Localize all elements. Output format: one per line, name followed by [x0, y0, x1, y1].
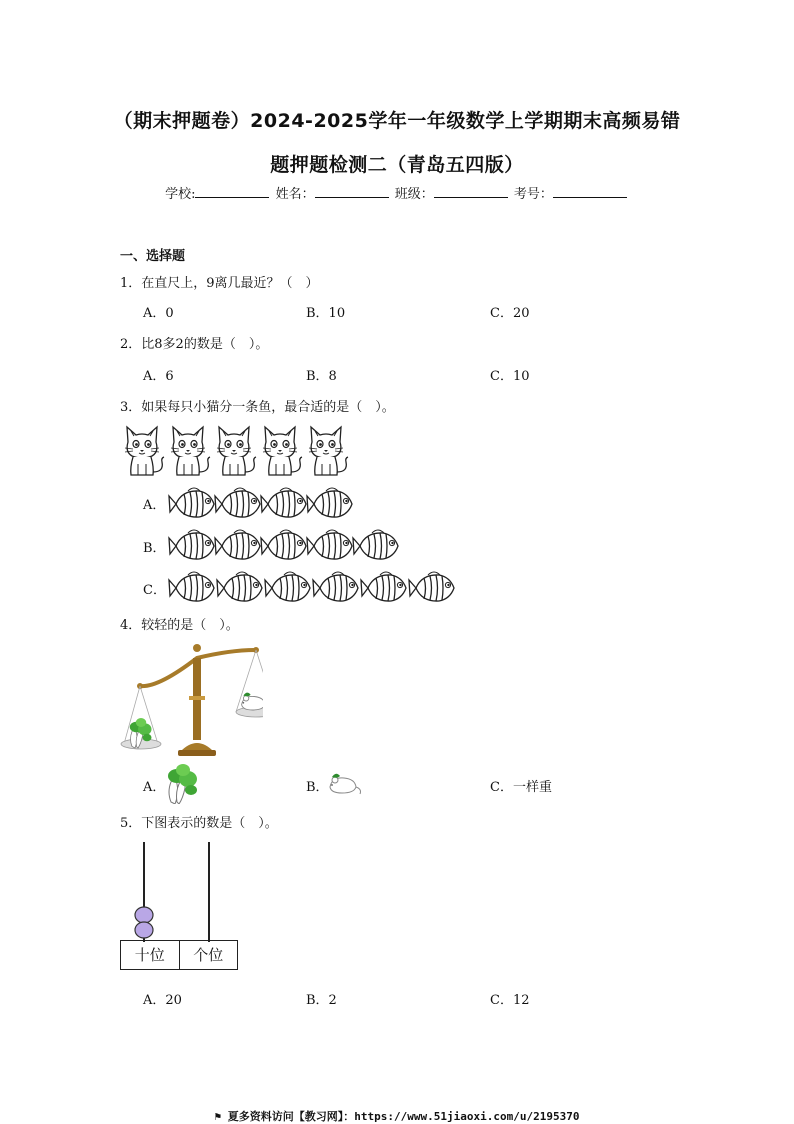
question-4: 4．较轻的是（ ）。 [120, 618, 239, 633]
q3-option-c[interactable]: C． [143, 583, 166, 598]
abacus-icon [120, 838, 240, 942]
exam-title-line2: 题押题检测二（青岛五四版） [270, 154, 524, 176]
fish-icon [169, 488, 214, 517]
fish-icon [307, 488, 352, 517]
fish-icon [307, 530, 352, 559]
q4-option-a[interactable]: A． [143, 780, 166, 795]
fish-icon [409, 572, 454, 601]
exam-no-blank[interactable] [553, 185, 627, 198]
q3-option-b[interactable]: B． [143, 541, 166, 556]
cats-row [120, 420, 360, 480]
fish-row-a [168, 485, 358, 521]
fish-icon [265, 572, 310, 601]
fish-icon [261, 488, 306, 517]
question-2: 2．比8多2的数是（ ）。 [120, 337, 269, 352]
fish-row-b [168, 527, 404, 563]
class-blank[interactable] [434, 185, 508, 198]
question-1: 1．在直尺上，9离几最近？（ ） [120, 276, 319, 291]
question-3: 3．如果每只小猫分一条鱼，最合适的是（ ）。 [120, 400, 395, 415]
fish-icon [215, 530, 260, 559]
school-label: 学校: [165, 187, 196, 202]
vegetable-icon [161, 764, 201, 804]
bead [135, 922, 153, 938]
name-blank[interactable] [315, 185, 389, 198]
question-5: 5．下图表示的数是（ ）。 [120, 816, 278, 831]
fish-icon [261, 530, 306, 559]
fish-icon [217, 572, 262, 601]
ones-label: 个位 [179, 941, 238, 969]
school-blank[interactable] [195, 185, 269, 198]
fish-icon [215, 488, 260, 517]
bead [135, 907, 153, 923]
balance-scale-icon [118, 636, 263, 762]
fish-icon [361, 572, 406, 601]
footer-link[interactable] [0, 1108, 794, 1124]
q5-option-a[interactable]: A．20 [143, 993, 182, 1008]
fish-icon [353, 530, 398, 559]
q1-option-c[interactable]: C．20 [490, 306, 530, 321]
cat-icon [263, 427, 302, 475]
place-value-box [120, 940, 238, 970]
q3-option-a[interactable]: A． [143, 498, 166, 513]
q1-option-b[interactable]: B．10 [306, 306, 346, 321]
tens-label: 十位 [134, 946, 165, 964]
footer-text: 夏多资料访问【教习网】：https://www.51jiaoxi.com/u/2195370 [227, 1110, 580, 1123]
q5-option-c[interactable]: C．12 [490, 993, 530, 1008]
section-title: 一、选择题 [120, 249, 186, 264]
cat-icon [171, 427, 210, 475]
student-info-row [0, 183, 794, 202]
q4-option-b[interactable]: B． [306, 780, 329, 795]
cat-icon [309, 427, 348, 475]
fish-row-c [168, 569, 458, 605]
q5-option-b[interactable]: B．2 [306, 993, 337, 1008]
fish-icon [169, 530, 214, 559]
q2-option-b[interactable]: B．8 [306, 369, 337, 384]
q2-option-a[interactable]: A．6 [143, 369, 174, 384]
flag-icon: ⚑ [214, 1110, 228, 1123]
cat-icon [217, 427, 256, 475]
mouse-icon [324, 772, 364, 796]
q4-option-c[interactable]: C．一样重 [490, 780, 552, 795]
fish-icon [169, 572, 214, 601]
q1-option-a[interactable]: A．0 [143, 306, 174, 321]
class-label: 班级： [394, 187, 434, 202]
fish-icon [313, 572, 358, 601]
name-label: 姓名： [275, 187, 315, 202]
cat-icon [125, 427, 164, 475]
q2-option-c[interactable]: C．10 [490, 369, 530, 384]
exam-title-line1: （期末押题卷）2024-2025学年一年级数学上学期期末高频易错 [113, 110, 681, 132]
exam-no-label: 考号： [513, 187, 553, 202]
